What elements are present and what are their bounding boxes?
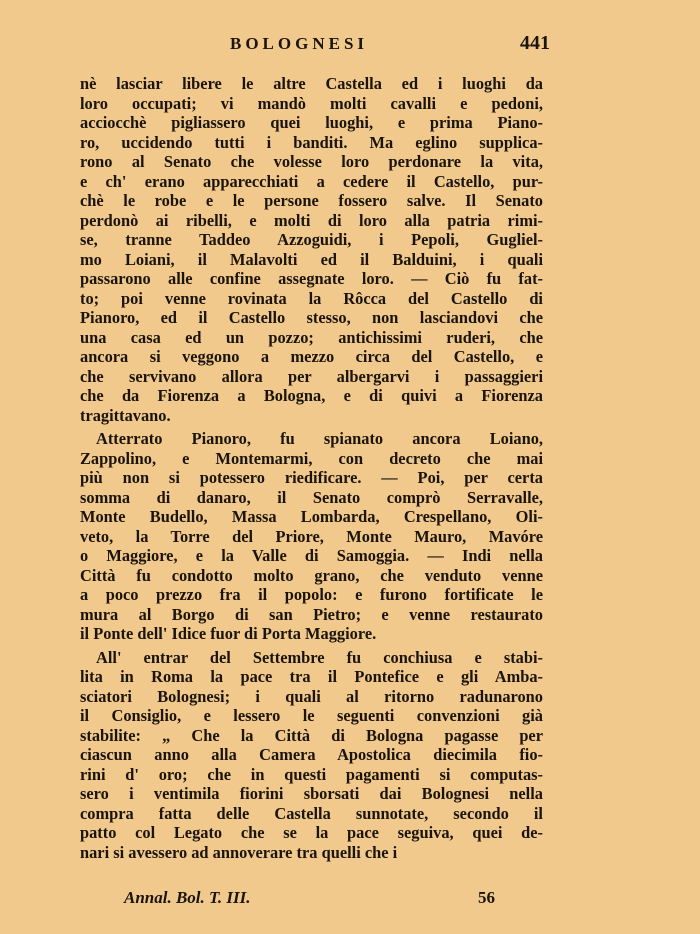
text-line: rini d' oro; che in questi pagamenti si computas- — [80, 764, 543, 784]
text-line: mura al Borgo di san Pietro; e venne restaurato — [80, 604, 543, 624]
text-line: che da Fiorenza a Bologna, e di quivi a Fiorenza — [80, 386, 543, 405]
text-line: che servivano allora per albergarvi i passaggieri — [80, 366, 543, 386]
body-text — [80, 74, 543, 862]
text-line: nè lasciar libere le altre Castella ed i luoghi da — [80, 74, 543, 93]
text-line: e ch' erano apparecchiati a cedere il Castello, pur- — [80, 171, 543, 191]
page-number: 441 — [520, 32, 550, 54]
text-line: il Ponte dell' Idice fuor di Porta Maggiore. — [80, 624, 377, 643]
text-line: patto col Legato che se la pace seguiva, quei de- — [80, 823, 543, 842]
text-line: loro occupati; vi mandò molti cavalli e pedoni, — [80, 93, 543, 113]
paragraph — [80, 74, 543, 425]
text-line: Città fu condotto molto grano, che venduto venne — [80, 565, 543, 585]
text-line: Atterrato Pianoro, fu spianato ancora Loiano, — [96, 429, 543, 448]
text-line: una casa ed un pozzo; antichissimi ruderi, che — [80, 327, 543, 347]
text-line: o Maggiore, e la Valle di Samoggia. — Indi nella — [80, 546, 543, 565]
text-line: lita in Roma la pace tra il Pontefice e gli Amba- — [80, 667, 543, 686]
text-line: Monte Budello, Massa Lombarda, Crespellano, Oli- — [80, 507, 543, 526]
text-line: nari si avessero ad annoverare tra quelli che i — [80, 842, 398, 862]
printer-signature: Annal. Bol. T. III. — [124, 888, 251, 907]
text-line: to; poi venne rovinata la Rôcca del Castello di — [80, 288, 543, 308]
paragraph — [80, 429, 543, 644]
paragraph — [80, 648, 543, 863]
text-line: Pianoro, ed il Castello stesso, non lasciandovi che — [80, 308, 543, 327]
text-line: passarono alle confine assegnate loro. — Ciò fu fat- — [80, 269, 543, 288]
page-footer — [80, 888, 543, 912]
text-line: somma di danaro, il Senato comprò Serravalle, — [80, 487, 543, 507]
text-line: il Consiglio, e lessero le seguenti convenzioni già — [80, 706, 543, 725]
text-line: stabilite: „ Che la Città di Bologna pagasse per — [80, 725, 543, 745]
text-line: perdonò ai ribelli, e molti di loro alla patria rimi- — [80, 210, 543, 230]
text-line: compra fatta delle Castella sunnotate, secondo il — [80, 803, 543, 823]
page-header — [80, 34, 550, 58]
text-line: più non si potessero riedificare. — Poi, per certa — [80, 468, 543, 487]
text-line: ro, uccidendo tutti i banditi. Ma eglino supplica- — [80, 132, 543, 152]
text-line: ancora si veggono a mezzo circa del Castello, e — [80, 347, 543, 366]
text-line: sciatori Bolognesi; i quali al ritorno radunarono — [80, 686, 543, 706]
text-line: a poco prezzo fra il popolo: e furono fortificate le — [80, 585, 543, 604]
text-line: ciascun anno alla Camera Apostolica diecimila fio- — [80, 745, 543, 764]
text-line: All' entrar del Settembre fu conchiusa e stabi- — [96, 647, 543, 667]
running-title: BOLOGNESI — [230, 34, 369, 53]
sheet-mark: 56 — [478, 888, 495, 907]
text-line: sero i ventimila fiorini sborsati dai Bolognesi nella — [80, 784, 543, 803]
text-line: se, tranne Taddeo Azzoguidi, i Pepoli, Gugliel- — [80, 230, 543, 249]
text-line: Zappolino, e Montemarmi, con decreto che mai — [80, 448, 543, 468]
text-line: mo Loiani, il Malavolti ed il Balduini, i quali — [80, 249, 543, 269]
text-line: chè le robe e le persone fossero salve. Il Senato — [80, 191, 543, 210]
text-line: veto, la Torre del Priore, Monte Mauro, Mavóre — [80, 526, 543, 546]
text-line: acciocchè pigliassero quei luoghi, e prima Piano- — [80, 113, 543, 132]
text-line: rono al Senato che volesse loro perdonare la vita, — [80, 152, 543, 171]
text-line: tragittavano. — [80, 405, 171, 425]
